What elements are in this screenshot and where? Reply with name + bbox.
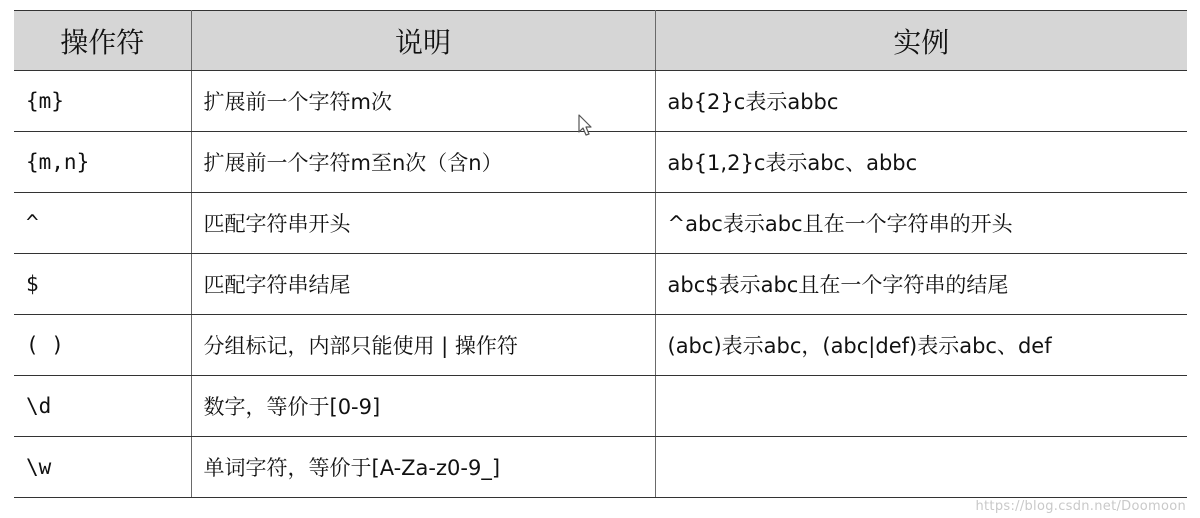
example-cell: (abc)表示abc，(abc|def)表示abc、def xyxy=(655,315,1187,376)
example-cell: ab{2}c表示abbc xyxy=(655,71,1187,132)
example-cell: ^abc表示abc且在一个字符串的开头 xyxy=(655,193,1187,254)
description-cell: 扩展前一个字符m至n次（含n） xyxy=(191,132,655,193)
operator-cell: ^ xyxy=(14,193,191,254)
table-row xyxy=(14,437,1187,498)
description-cell: 匹配字符串开头 xyxy=(191,193,655,254)
description-cell: 分组标记，内部只能使用 | 操作符 xyxy=(191,315,655,376)
table-header-row xyxy=(14,11,1187,71)
operator-cell: \w xyxy=(14,437,191,498)
table-row xyxy=(14,132,1187,193)
table-row xyxy=(14,193,1187,254)
example-cell xyxy=(655,437,1187,498)
header-description: 说明 xyxy=(191,11,655,71)
operator-cell: ( ) xyxy=(14,315,191,376)
watermark-url: https://blog.csdn.net/Doomoon xyxy=(975,499,1186,514)
regex-operator-table xyxy=(14,10,1187,498)
header-operator: 操作符 xyxy=(14,11,191,71)
table-row xyxy=(14,254,1187,315)
example-cell xyxy=(655,376,1187,437)
description-cell: 数字，等价于[0-9] xyxy=(191,376,655,437)
mouse-pointer-icon xyxy=(578,114,594,138)
table-row xyxy=(14,71,1187,132)
table-row xyxy=(14,376,1187,437)
table-row xyxy=(14,315,1187,376)
example-cell: abc$表示abc且在一个字符串的结尾 xyxy=(655,254,1187,315)
operator-cell: $ xyxy=(14,254,191,315)
operator-cell: {m} xyxy=(14,71,191,132)
operator-cell: {m,n} xyxy=(14,132,191,193)
header-example: 实例 xyxy=(655,11,1187,71)
example-cell: ab{1,2}c表示abc、abbc xyxy=(655,132,1187,193)
description-cell: 扩展前一个字符m次 xyxy=(191,71,655,132)
operator-cell: \d xyxy=(14,376,191,437)
description-cell: 单词字符，等价于[A-Za-z0-9_] xyxy=(191,437,655,498)
description-cell: 匹配字符串结尾 xyxy=(191,254,655,315)
